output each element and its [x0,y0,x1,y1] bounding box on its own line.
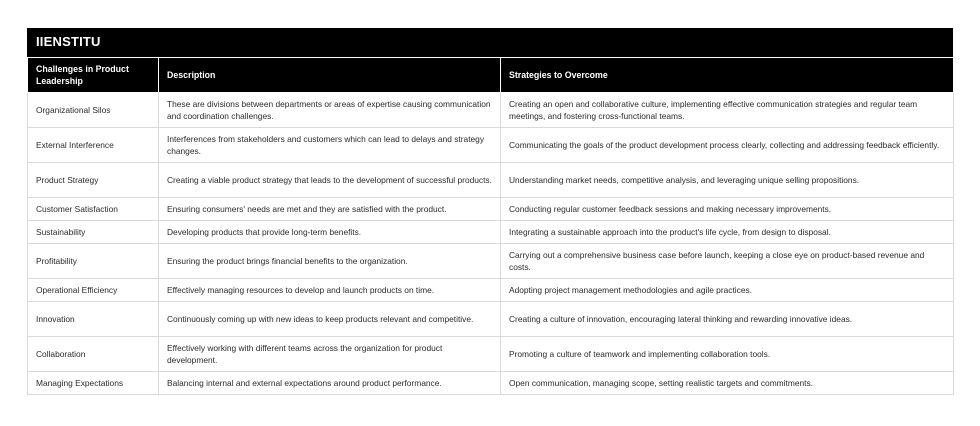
strategy-cell: Creating an open and collaborative culture, implementing effective communication strategies and regular team meetings, and fostering cross-functional teams. [501,93,954,128]
description-cell: These are divisions between departments or areas of expertise causing communication and coordination challenges. [159,93,501,128]
challenge-cell: Operational Efficiency [28,279,159,302]
challenge-cell: Profitability [28,244,159,279]
strategy-cell: Open communication, managing scope, setting realistic targets and commitments. [501,372,954,395]
description-cell: Continuously coming up with new ideas to keep products relevant and competitive. [159,302,501,337]
strategy-cell: Understanding market needs, competitive analysis, and leveraging unique selling propositions. [501,163,954,198]
strategy-cell: Creating a culture of innovation, encouraging lateral thinking and rewarding innovative ideas. [501,302,954,337]
table-row [28,244,954,279]
description-cell: Effectively working with different teams across the organization for product development. [159,337,501,372]
strategy-cell: Communicating the goals of the product development process clearly, collecting and addressing feedback efficiently. [501,128,954,163]
challenge-cell: External Interference [28,128,159,163]
brand-title: IIENSTITU [27,28,953,57]
challenges-table-container [27,28,953,395]
table-row [28,337,954,372]
header-strategies: Strategies to Overcome [501,58,954,93]
challenge-cell: Sustainability [28,221,159,244]
challenge-cell: Collaboration [28,337,159,372]
table-row [28,372,954,395]
table-row [28,302,954,337]
table-header-row [28,58,954,93]
strategy-cell: Integrating a sustainable approach into the product's life cycle, from design to disposal. [501,221,954,244]
strategy-cell: Promoting a culture of teamwork and implementing collaboration tools. [501,337,954,372]
table-row [28,221,954,244]
table-row [28,128,954,163]
table-row [28,93,954,128]
description-cell: Ensuring consumers' needs are met and they are satisfied with the product. [159,198,501,221]
table-row [28,279,954,302]
table-row [28,198,954,221]
challenge-cell: Product Strategy [28,163,159,198]
table-row [28,163,954,198]
strategy-cell: Conducting regular customer feedback sessions and making necessary improvements. [501,198,954,221]
challenge-cell: Customer Satisfaction [28,198,159,221]
description-cell: Balancing internal and external expectations around product performance. [159,372,501,395]
description-cell: Developing products that provide long-term benefits. [159,221,501,244]
challenges-table [27,57,954,395]
challenge-cell: Organizational Silos [28,93,159,128]
header-challenges: Challenges in Product Leadership [28,58,159,93]
strategy-cell: Carrying out a comprehensive business case before launch, keeping a close eye on product-based revenue and costs. [501,244,954,279]
strategy-cell: Adopting project management methodologies and agile practices. [501,279,954,302]
header-description: Description [159,58,501,93]
description-cell: Ensuring the product brings financial benefits to the organization. [159,244,501,279]
challenge-cell: Managing Expectations [28,372,159,395]
description-cell: Interferences from stakeholders and customers which can lead to delays and strategy changes. [159,128,501,163]
description-cell: Creating a viable product strategy that leads to the development of successful products. [159,163,501,198]
challenge-cell: Innovation [28,302,159,337]
description-cell: Effectively managing resources to develop and launch products on time. [159,279,501,302]
